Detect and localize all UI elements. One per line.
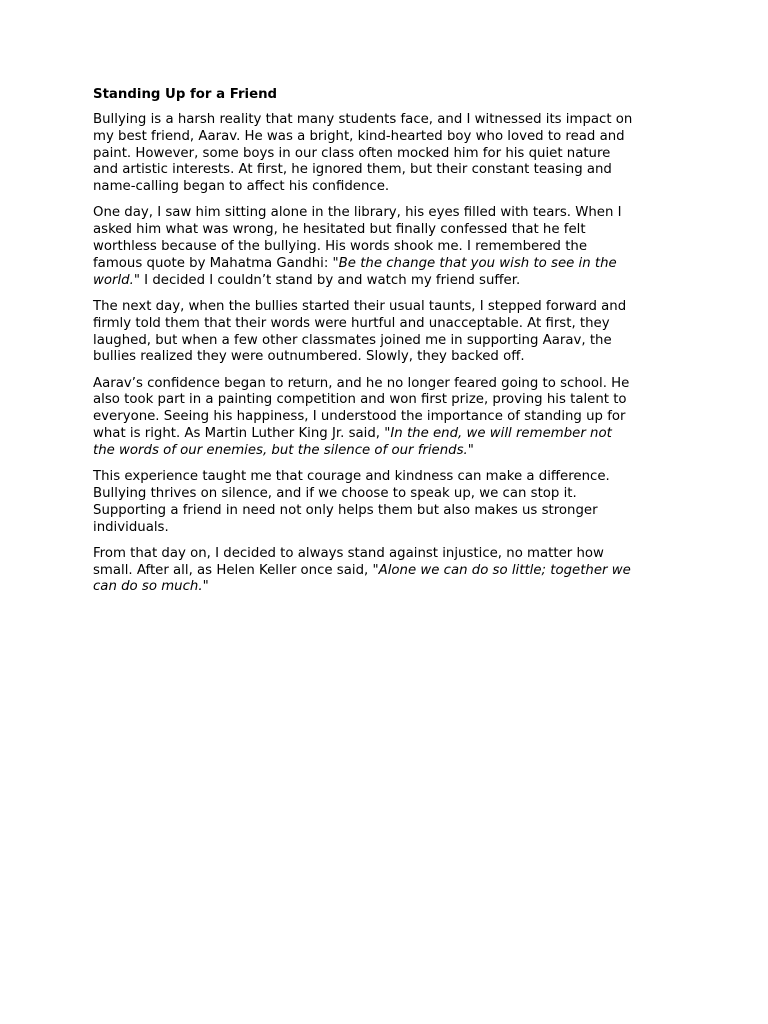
- paragraph-line: [93, 426, 678, 443]
- document-title: Standing Up for a Friend: [93, 87, 278, 102]
- paragraph-line: [93, 299, 678, 316]
- paragraph-line: [93, 579, 678, 596]
- quote-text: can do so much.: [93, 579, 203, 595]
- paragraph-line: [93, 273, 678, 290]
- quote-text: the words of our enemies, but the silence of our friends.: [93, 442, 468, 458]
- body-text: worthless because of the bullying. His words shook me. I remembered the: [93, 239, 588, 255]
- body-text: This experience taught me that courage and kindness can make a difference.: [93, 469, 610, 485]
- body-text: One day, I saw him sitting alone in the library, his eyes filled with tears. When I: [93, 205, 622, 221]
- body-text: everyone. Seeing his happiness, I understood the importance of standing up for: [93, 409, 626, 425]
- paragraph-line: [93, 256, 678, 273]
- paragraph-line: [93, 349, 678, 366]
- body-text: what is right. As Martin Luther King Jr. said, ": [93, 426, 391, 442]
- paragraph-line: [93, 112, 678, 129]
- paragraph-line: [93, 409, 678, 426]
- paragraph-line: [93, 486, 678, 503]
- paragraph-line: [93, 162, 678, 179]
- paragraph: [93, 376, 678, 460]
- paragraph: [93, 469, 678, 536]
- paragraph-line: [93, 222, 678, 239]
- body-text: firmly told them that their words were hurtful and unacceptable. At first, they: [93, 315, 610, 331]
- body-text: asked him what was wrong, he hesitated but finally confessed that he felt: [93, 222, 586, 238]
- paragraph: [93, 299, 678, 366]
- body-text: The next day, when the bullies started their usual taunts, I stepped forward and: [93, 298, 627, 314]
- body-text: From that day on, I decided to always stand against injustice, no matter how: [93, 545, 604, 561]
- paragraph-line: [93, 239, 678, 256]
- body-text: Bullying thrives on silence, and if we choose to speak up, we can stop it.: [93, 485, 577, 501]
- body-text: name-calling began to affect his confidence.: [93, 179, 390, 195]
- body-text: paint. However, some boys in our class often mocked him for his quiet nature: [93, 145, 611, 161]
- body-text: and artistic interests. At first, he ignored them, but their constant teasing and: [93, 162, 612, 178]
- document-page: [93, 86, 678, 606]
- quote-text: world.: [93, 272, 134, 288]
- paragraph-line: [93, 146, 678, 163]
- paragraph-line: [93, 469, 678, 486]
- body-text: also took part in a painting competition and won first prize, proving his talent to: [93, 392, 627, 408]
- quote-text: In the end, we will remember not: [390, 426, 612, 442]
- body-text: my best friend, Aarav. He was a bright, kind-hearted boy who loved to read and: [93, 128, 625, 144]
- paragraph-line: [93, 205, 678, 222]
- body-text: individuals.: [93, 519, 169, 535]
- paragraph-line: [93, 179, 678, 196]
- paragraph-line: [93, 316, 678, 333]
- paragraph: [93, 205, 678, 289]
- paragraph-line: [93, 520, 678, 537]
- body-text: bullies realized they were outnumbered. Slowly, they backed off.: [93, 349, 525, 365]
- paragraph: [93, 546, 678, 596]
- paragraph-line: [93, 563, 678, 580]
- body-text: ": [467, 442, 474, 458]
- paragraph-line: [93, 503, 678, 520]
- paragraph-line: [93, 546, 678, 563]
- paragraph: [93, 112, 678, 196]
- body-text: Bullying is a harsh reality that many students face, and I witnessed its impact on: [93, 112, 633, 127]
- document-body: [93, 112, 678, 596]
- paragraph-line: [93, 376, 678, 393]
- paragraph-line: [93, 392, 678, 409]
- paragraph-line: [93, 333, 678, 350]
- quote-text: Alone we can do so little; together we: [378, 562, 631, 578]
- body-text: laughed, but when a few other classmates joined me in supporting Aarav, the: [93, 332, 612, 348]
- body-text: Supporting a friend in need not only helps them but also makes us stronger: [93, 502, 598, 518]
- paragraph-line: [93, 443, 678, 460]
- paragraph-line: [93, 129, 678, 146]
- body-text: small. After all, as Helen Keller once said, ": [93, 562, 379, 578]
- body-text: Aarav’s confidence began to return, and he no longer feared going to school. He: [93, 375, 630, 391]
- quote-text: Be the change that you wish to see in the: [338, 255, 617, 271]
- body-text: ": [202, 579, 209, 595]
- body-text: famous quote by Mahatma Gandhi: ": [93, 255, 339, 271]
- body-text: " I decided I couldn’t stand by and watch my friend suffer.: [133, 272, 521, 288]
